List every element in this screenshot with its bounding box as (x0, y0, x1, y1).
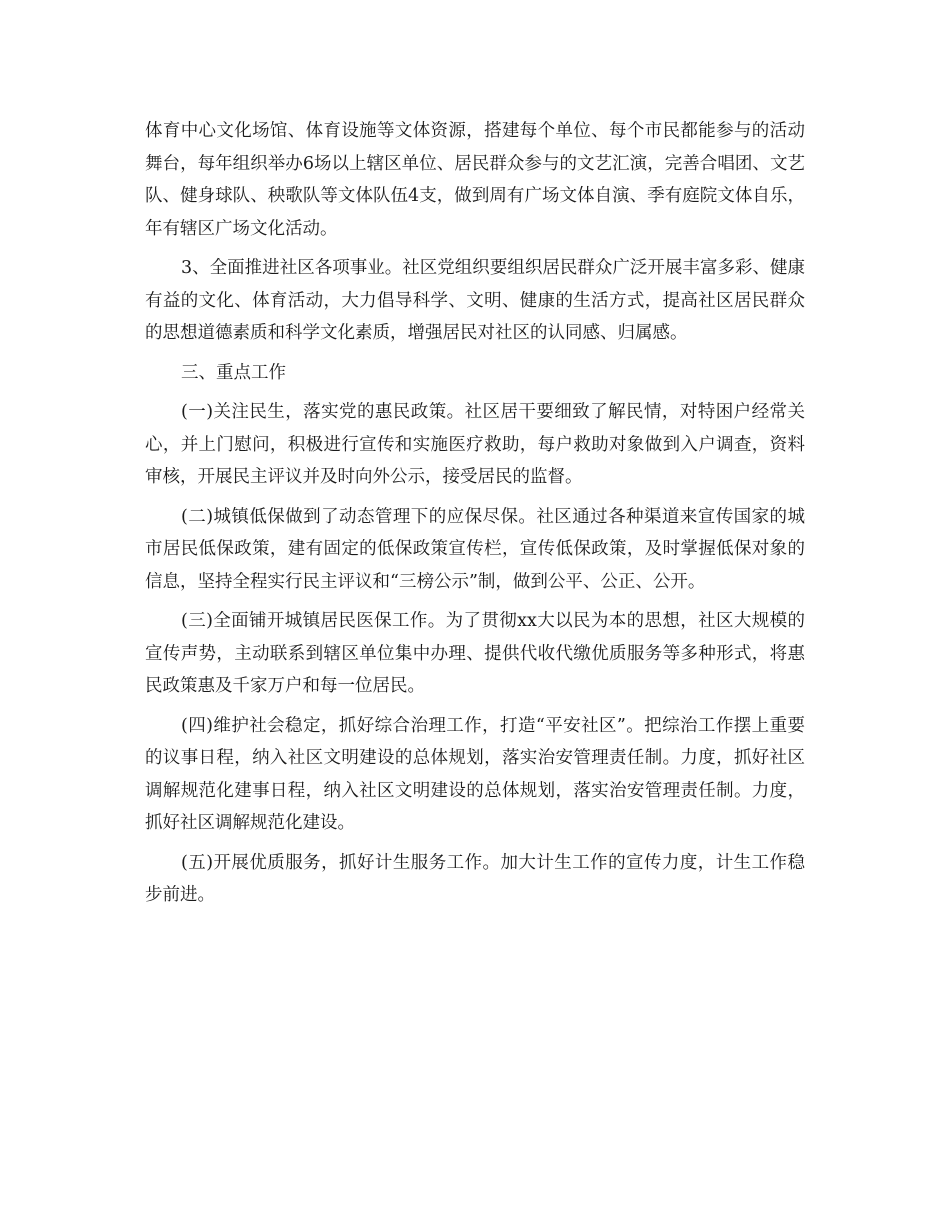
paragraph-3: (一)关注民生，落实党的惠民政策。社区居干要细致了解民情，对特困户经常关心，并上门慰问，积极进行宣传和实施医疗救助，每户救助对象做到入户调查，资料审核，开展民主评议并及时向外公示，接受居民的监督。 (145, 402, 805, 487)
paragraph-2: 3、全面推进社区各项事业。社区党组织要组织居民群众广泛开展丰富多彩、健康有益的文化、体育活动，大力倡导科学、文明、健康的生活方式，提高社区居民群众的思想道德素质和科学文化素质，增强居民对社区的认同感、归属感。 (145, 258, 805, 343)
section-heading: 三、重点工作 (181, 362, 286, 383)
document-body (145, 115, 805, 919)
paragraph-1: 体育中心文化场馆、体育设施等文体资源，搭建每个单位、每个市民都能参与的活动舞台，每年组织举办6场以上辖区单位、居民群众参与的文艺汇演，完善合唱团、文艺队、健身球队、秧歌队等文体队伍4支，做到周有广场文体自演、季有庭院文体自乐，年有辖区广场文化活动。 (145, 121, 805, 239)
paragraph-6: (四)维护社会稳定，抓好综合治理工作，打造“平安社区”。把综治工作摆上重要的议事日程，纳入社区文明建设的总体规划，落实治安管理责任制。力度，抓好社区调解规范化建事日程，纳入社区文明建设的总体规划，落实治安管理责任制。力度，抓好社区调解规范化建设。 (145, 715, 805, 833)
paragraph-4: (二)城镇低保做到了动态管理下的应保尽保。社区通过各种渠道来宣传国家的城市居民低保政策，建有固定的低保政策宣传栏，宣传低保政策，及时掌握低保对象的信息，坚持全程实行民主评议和“三榜公示”制，做到公平、公正、公开。 (145, 506, 805, 592)
paragraph-7: (五)开展优质服务，抓好计生服务工作。加大计生工作的宣传力度，计生工作稳步前进。 (145, 852, 805, 905)
paragraph-5: (三)全面铺开城镇居民医保工作。为了贯彻xx大以民为本的思想，社区大规模的宣传声势，主动联系到辖区单位集中办理、提供代收代缴优质服务等多种形式，将惠民政策惠及千家万户和每一位居民。 (145, 611, 805, 696)
